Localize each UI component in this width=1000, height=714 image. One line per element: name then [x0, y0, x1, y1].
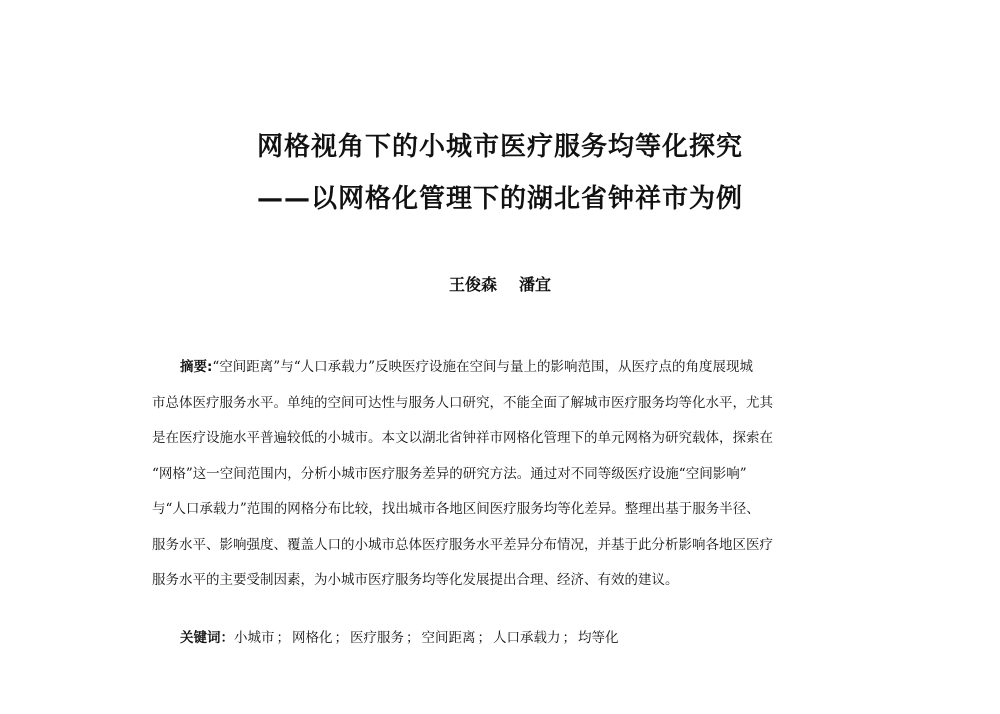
abstract-text-1: “空间距离”与“人口承载力”反映医疗设施在空间与量上的影响范围，从医疗点的角度展现城	[212, 359, 754, 375]
keywords	[180, 626, 619, 650]
keyword-separator: ；	[477, 630, 491, 646]
keyword-5: 人口承载力	[493, 630, 561, 646]
title-line-2: ——以网格化管理下的湖北省钟祥市为例	[256, 184, 743, 214]
keyword-separator: ；	[334, 630, 348, 646]
keyword-4: 空间距离	[421, 630, 476, 646]
abstract-label: 摘要	[180, 359, 207, 375]
keyword-separator: ；	[276, 630, 290, 646]
abstract-line-4: “网格”这一空间范围内，分析小城市医疗服务差异的研究方法。通过对不同等级医疗设施“空间影响”	[152, 465, 747, 482]
abstract	[152, 350, 862, 599]
keywords-label: 关键词	[180, 630, 221, 646]
abstract-line-3: 是在医疗设施水平普遍较低的小城市。本文以湖北省钟祥市网格化管理下的单元网格为研究载体，探索在	[152, 430, 773, 446]
abstract-line-5: 与“人口承载力”范围的网格分布比较，找出城市各地区间医疗服务均等化差异。整理出基于服务半径、	[152, 501, 760, 517]
abstract-line-6: 服务水平、影响强度、覆盖人口的小城市总体医疗服务水平差异分布情况，并基于此分析影响各地区医疗	[152, 536, 773, 553]
abstract-line-2: 市总体医疗服务水平。单纯的空间可达性与服务人口研究，不能全面了解城市医疗服务均等化水平，尤其	[152, 394, 773, 411]
keyword-3: 医疗服务	[350, 630, 404, 646]
author-1: 王俊森	[448, 275, 497, 294]
title-line-1: 网格视角下的小城市医疗服务均等化探究	[256, 132, 743, 162]
keyword-separator: ；	[406, 630, 420, 646]
keyword-2: 网格化	[292, 630, 333, 646]
abstract-line-1	[152, 350, 862, 386]
author-list	[0, 274, 1000, 296]
keyword-separator: ；	[562, 630, 576, 646]
keyword-1: 小城市	[234, 630, 275, 646]
author-2: 潘宜	[519, 275, 552, 294]
keywords-colon: ：	[220, 630, 234, 646]
abstract-colon: :	[207, 359, 213, 375]
keyword-6: 均等化	[578, 630, 619, 646]
abstract-line-7: 服务水平的主要受制因素，为小城市医疗服务均等化发展提出合理、经济、有效的建议。	[152, 572, 679, 588]
